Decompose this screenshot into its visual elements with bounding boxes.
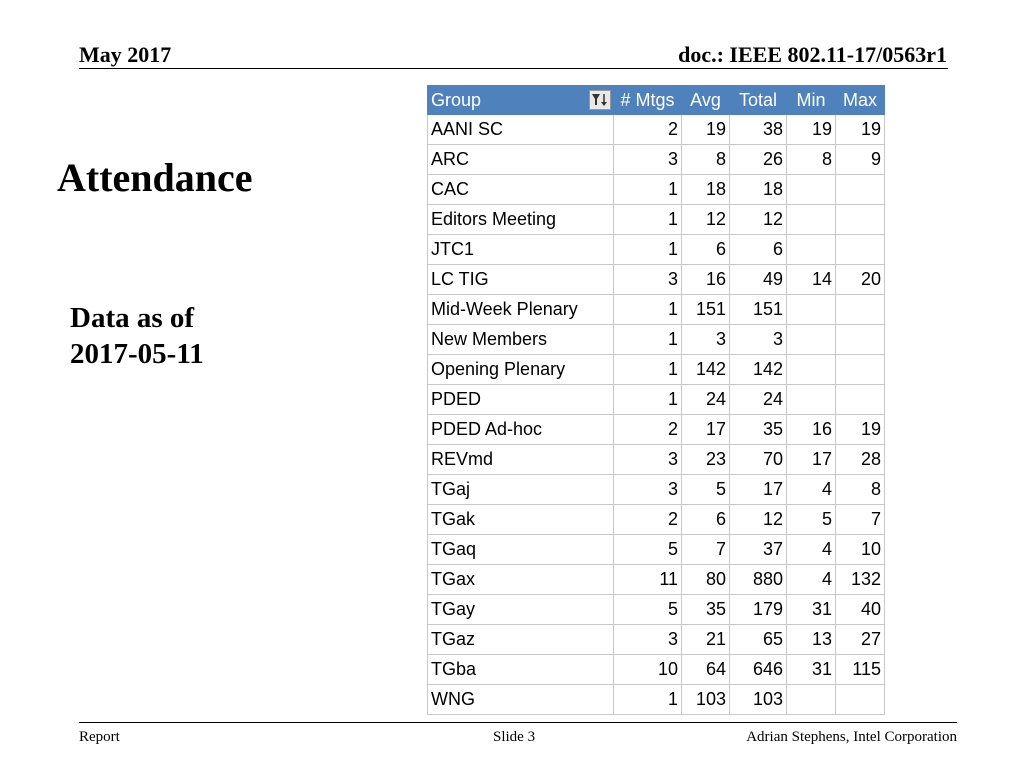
- column-header-avg: Avg: [682, 86, 730, 115]
- cell-total: 17: [730, 475, 787, 505]
- cell-mtgs: 2: [614, 415, 682, 445]
- cell-max: [836, 325, 885, 355]
- table-row: [428, 325, 885, 355]
- cell-avg: 19: [682, 115, 730, 145]
- cell-group: Mid-Week Plenary: [428, 295, 614, 325]
- cell-total: 35: [730, 415, 787, 445]
- cell-group: PDED Ad-hoc: [428, 415, 614, 445]
- cell-mtgs: 1: [614, 205, 682, 235]
- as-of-line-1: Data as of: [70, 302, 195, 334]
- cell-max: 7: [836, 505, 885, 535]
- cell-min: 4: [787, 535, 836, 565]
- table-row: [428, 175, 885, 205]
- cell-total: 151: [730, 295, 787, 325]
- cell-max: 19: [836, 115, 885, 145]
- cell-avg: 5: [682, 475, 730, 505]
- cell-max: [836, 205, 885, 235]
- cell-total: 70: [730, 445, 787, 475]
- cell-group: TGak: [428, 505, 614, 535]
- cell-mtgs: 5: [614, 535, 682, 565]
- cell-mtgs: 1: [614, 235, 682, 265]
- cell-max: 20: [836, 265, 885, 295]
- footer-author: Adrian Stephens, Intel Corporation: [746, 729, 957, 745]
- cell-mtgs: 1: [614, 175, 682, 205]
- cell-group: REVmd: [428, 445, 614, 475]
- cell-group: WNG: [428, 685, 614, 715]
- cell-group: TGax: [428, 565, 614, 595]
- cell-max: [836, 235, 885, 265]
- column-header-group: Group: [428, 86, 614, 115]
- cell-avg: 17: [682, 415, 730, 445]
- cell-mtgs: 3: [614, 265, 682, 295]
- header-doc-id: doc.: IEEE 802.11-17/0563r1: [678, 42, 947, 67]
- cell-mtgs: 10: [614, 655, 682, 685]
- cell-mtgs: 3: [614, 475, 682, 505]
- cell-mtgs: 11: [614, 565, 682, 595]
- cell-avg: 8: [682, 145, 730, 175]
- table-row: [428, 685, 885, 715]
- cell-min: 4: [787, 475, 836, 505]
- cell-min: 31: [787, 655, 836, 685]
- table-row: [428, 655, 885, 685]
- cell-max: 132: [836, 565, 885, 595]
- cell-min: 19: [787, 115, 836, 145]
- cell-group: CAC: [428, 175, 614, 205]
- table-row: [428, 235, 885, 265]
- cell-max: [836, 295, 885, 325]
- cell-min: 13: [787, 625, 836, 655]
- cell-avg: 103: [682, 685, 730, 715]
- cell-avg: 24: [682, 385, 730, 415]
- table-row: [428, 475, 885, 505]
- cell-total: 179: [730, 595, 787, 625]
- header-date: May 2017: [79, 42, 172, 67]
- cell-min: [787, 205, 836, 235]
- cell-total: 646: [730, 655, 787, 685]
- cell-group: Opening Plenary: [428, 355, 614, 385]
- table-row: [428, 415, 885, 445]
- cell-avg: 151: [682, 295, 730, 325]
- table-row: [428, 115, 885, 145]
- table-header-row: [428, 86, 885, 115]
- cell-max: 8: [836, 475, 885, 505]
- filter-sort-icon[interactable]: [589, 90, 611, 110]
- cell-mtgs: 2: [614, 115, 682, 145]
- cell-mtgs: 3: [614, 445, 682, 475]
- cell-min: 16: [787, 415, 836, 445]
- cell-avg: 21: [682, 625, 730, 655]
- cell-mtgs: 1: [614, 685, 682, 715]
- cell-avg: 6: [682, 235, 730, 265]
- as-of-line-2: 2017-05-11: [70, 338, 204, 370]
- cell-mtgs: 3: [614, 145, 682, 175]
- cell-avg: 6: [682, 505, 730, 535]
- cell-total: 103: [730, 685, 787, 715]
- cell-avg: 23: [682, 445, 730, 475]
- table-row: [428, 505, 885, 535]
- header-rule: [79, 68, 948, 69]
- table-row: [428, 265, 885, 295]
- column-header-mtgs: # Mtgs: [614, 86, 682, 115]
- cell-avg: 64: [682, 655, 730, 685]
- column-header-total: Total: [730, 86, 787, 115]
- cell-group: JTC1: [428, 235, 614, 265]
- cell-total: 38: [730, 115, 787, 145]
- cell-group: LC TIG: [428, 265, 614, 295]
- cell-min: [787, 295, 836, 325]
- table-row: [428, 535, 885, 565]
- cell-min: [787, 175, 836, 205]
- cell-group: Editors Meeting: [428, 205, 614, 235]
- cell-avg: 12: [682, 205, 730, 235]
- table-row: [428, 205, 885, 235]
- slide-title: Attendance: [57, 155, 253, 200]
- cell-max: 27: [836, 625, 885, 655]
- cell-group: TGay: [428, 595, 614, 625]
- cell-avg: 35: [682, 595, 730, 625]
- cell-max: [836, 175, 885, 205]
- cell-max: 115: [836, 655, 885, 685]
- cell-total: 12: [730, 205, 787, 235]
- column-header-max: Max: [836, 86, 885, 115]
- cell-group: TGaz: [428, 625, 614, 655]
- table-row: [428, 355, 885, 385]
- table-row: [428, 595, 885, 625]
- cell-min: 8: [787, 145, 836, 175]
- cell-max: 28: [836, 445, 885, 475]
- cell-min: 17: [787, 445, 836, 475]
- column-header-min: Min: [787, 86, 836, 115]
- attendance-table: [427, 85, 885, 715]
- cell-avg: 18: [682, 175, 730, 205]
- cell-min: [787, 355, 836, 385]
- cell-mtgs: 1: [614, 295, 682, 325]
- table-row: [428, 625, 885, 655]
- cell-mtgs: 2: [614, 505, 682, 535]
- cell-mtgs: 5: [614, 595, 682, 625]
- cell-avg: 3: [682, 325, 730, 355]
- cell-total: 880: [730, 565, 787, 595]
- table-row: [428, 565, 885, 595]
- cell-max: 19: [836, 415, 885, 445]
- cell-total: 6: [730, 235, 787, 265]
- cell-min: [787, 685, 836, 715]
- cell-max: 10: [836, 535, 885, 565]
- cell-min: [787, 235, 836, 265]
- cell-total: 49: [730, 265, 787, 295]
- cell-group: New Members: [428, 325, 614, 355]
- cell-total: 142: [730, 355, 787, 385]
- cell-mtgs: 1: [614, 385, 682, 415]
- cell-group: ARC: [428, 145, 614, 175]
- cell-min: 5: [787, 505, 836, 535]
- cell-min: 31: [787, 595, 836, 625]
- table-row: [428, 145, 885, 175]
- cell-group: AANI SC: [428, 115, 614, 145]
- cell-group: TGba: [428, 655, 614, 685]
- footer-slide-number: Slide 3: [493, 729, 536, 745]
- cell-group: PDED: [428, 385, 614, 415]
- cell-total: 24: [730, 385, 787, 415]
- cell-total: 12: [730, 505, 787, 535]
- cell-min: [787, 385, 836, 415]
- as-of-note: [70, 300, 204, 372]
- table-row: [428, 445, 885, 475]
- cell-min: [787, 325, 836, 355]
- cell-mtgs: 1: [614, 355, 682, 385]
- cell-min: 4: [787, 565, 836, 595]
- cell-avg: 16: [682, 265, 730, 295]
- table-row: [428, 385, 885, 415]
- cell-max: [836, 385, 885, 415]
- footer-rule: [79, 722, 957, 723]
- cell-total: 37: [730, 535, 787, 565]
- footer-left: Report: [79, 729, 120, 745]
- table-row: [428, 295, 885, 325]
- cell-max: [836, 355, 885, 385]
- cell-mtgs: 1: [614, 325, 682, 355]
- cell-min: 14: [787, 265, 836, 295]
- cell-total: 26: [730, 145, 787, 175]
- cell-total: 18: [730, 175, 787, 205]
- cell-avg: 142: [682, 355, 730, 385]
- cell-group: TGaj: [428, 475, 614, 505]
- cell-max: 40: [836, 595, 885, 625]
- cell-avg: 7: [682, 535, 730, 565]
- cell-avg: 80: [682, 565, 730, 595]
- cell-max: [836, 685, 885, 715]
- cell-total: 3: [730, 325, 787, 355]
- cell-mtgs: 3: [614, 625, 682, 655]
- cell-group: TGaq: [428, 535, 614, 565]
- cell-max: 9: [836, 145, 885, 175]
- cell-total: 65: [730, 625, 787, 655]
